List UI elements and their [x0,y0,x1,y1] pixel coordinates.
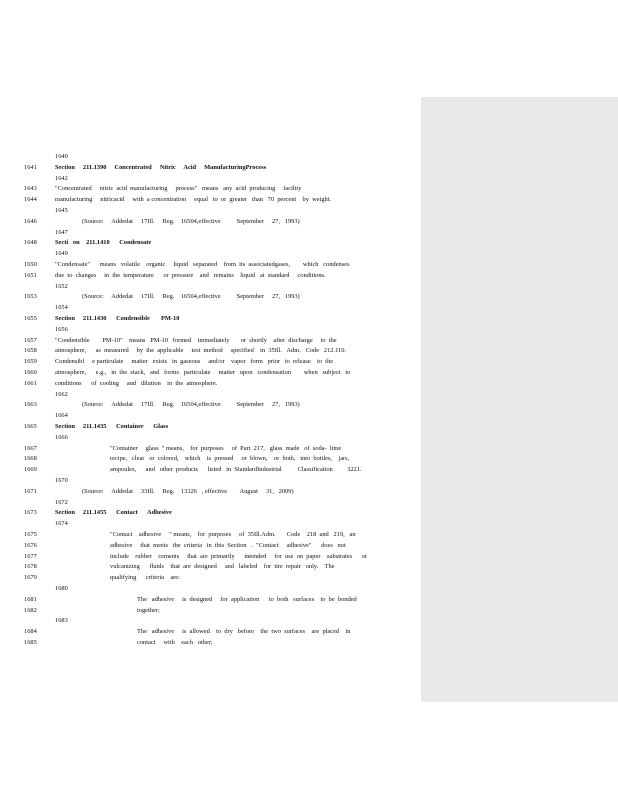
line-text: 1664 [55,412,68,420]
line-text: adhesive that meets the criteria in this Section . "Contact adhesive" does not [110,541,346,549]
document-line [0,314,420,323]
line-text: 1654 [55,304,68,312]
document-line [0,282,420,291]
line-text: contact with each other; [137,639,213,646]
line-number: 1663 [24,401,37,409]
line-text: 1640 [55,153,68,160]
document-line [0,411,420,420]
line-text: 1672 [55,498,68,506]
line-number: 1675 [24,531,37,538]
line-number: 1669 [24,466,37,474]
line-text: 1666 [55,433,68,441]
line-number: 1678 [24,563,37,571]
line-number: 1667 [24,444,37,452]
line-text: atmosphere, e.g., in the stack, and forms particulate matter upon condensation when subject to [55,369,351,376]
line-text: The adhesive is allowed to dry before the two surfaces are placed in [137,628,351,636]
line-number: 1661 [24,379,37,387]
line-number: 1679 [24,574,37,582]
line-text: 1652 [55,282,68,290]
document-line [0,249,420,258]
line-text: (Source: Addedat 17Ill. Reg. 16504,effective September 27, 1993) [82,293,300,301]
document-line [0,638,420,647]
document-line [0,444,420,453]
document-line [0,519,420,528]
line-text: manufacturing nitricacid with a concentration equal to or greater than 70 percent by weight. [55,196,332,204]
document-line [0,454,420,463]
line-number: 1676 [24,541,37,549]
line-text: conditions of cooling and dilution in the atmosphere. [55,379,218,387]
line-number: 1657 [24,336,37,344]
line-number: 1641 [24,163,37,171]
document-line [0,606,420,615]
line-text: 1662 [55,390,68,398]
document-line [0,303,420,312]
document-line [0,163,420,172]
line-text: "Contact adhesive " means, for purposes of 35Ill.Adm. Code 218 and 219, an [110,531,356,538]
document-line [0,195,420,204]
line-text: Secti on 211.1410 Condensate [55,239,152,247]
line-text: 1680 [55,585,68,592]
line-number: 1650 [24,261,37,268]
document-line [0,584,420,593]
document-line [0,616,420,625]
line-text: 1670 [55,477,68,484]
line-number: 1660 [24,369,37,376]
document-line [0,541,420,550]
document-line [0,487,420,496]
line-number: 1684 [24,628,37,636]
document-line [0,336,420,345]
line-text: Section 211.1430 Condensible PM-10 [55,315,180,322]
line-text: 1642 [55,174,68,182]
line-number: 1655 [24,315,37,322]
document-line [0,271,420,280]
document-line [0,217,420,226]
document-line [0,400,420,409]
line-text: Section 211.1390 Concentrated Nitric Acid ManufacturingProcess [55,163,267,171]
document-line [0,595,420,604]
document-line [0,184,420,193]
line-text: atmosphere, as measured by the applicable test method specified in 35Ill. Adm. Code 212.110. [55,347,347,355]
line-number: 1685 [24,639,37,646]
document-line [0,346,420,355]
line-text: 1674 [55,520,68,528]
line-number: 1651 [24,271,37,279]
line-number: 1658 [24,347,37,355]
document-line [0,465,420,474]
line-text: Condensibl e particulate matter exists in gaseous and/or vapor form prior to release to the [55,358,334,366]
line-text: "Condensate" means volatile organic liquid separated from its associatedgases, which condenses [55,261,350,268]
document-line [0,422,420,431]
line-number: 1646 [24,217,37,225]
document-line [0,508,420,517]
document-line [0,573,420,582]
document-line [0,238,420,247]
line-text: "Container glass " means, for purposes of Part 217, glass made of soda- lime [110,444,342,452]
line-number: 1643 [24,185,37,193]
document-line [0,390,420,399]
line-text: ampoules, and other products listed in StandardIndustrial Classification 3221. [110,466,362,474]
line-text: recipe, clear or colored, which is pressed or blown, or both, into bottles, jars, [110,455,350,463]
line-number: 1668 [24,455,37,463]
line-text: vulcanizing fluids that are designed and labeled for tire repair only. The [110,563,335,571]
line-number: 1671 [24,487,37,495]
document-line [0,292,420,301]
line-number: 1665 [24,423,37,430]
document-line [0,433,420,442]
line-number: 1653 [24,293,37,301]
document-line [0,498,420,507]
document-line [0,357,420,366]
document-line [0,379,420,388]
document-line [0,530,420,539]
line-text: 1647 [55,228,68,236]
line-number: 1648 [24,239,37,247]
document-line [0,325,420,334]
line-text: qualifying criteria are: [110,574,180,582]
line-text: The adhesive is designed for application to both surfaces to be bonded [137,595,357,603]
line-text: (Source: Addedat 17Ill. Reg. 16504,effective September 27, 1993) [82,401,300,409]
line-number: 1682 [24,606,37,614]
line-text: "Concentrated nitric acid manufacturing process" means any acid producing facility [55,185,302,193]
document-line [0,627,420,636]
line-number: 1673 [24,509,37,517]
line-text: 1645 [55,207,68,214]
line-text: 1683 [55,617,68,625]
line-text: "Condensible PM-10" means PM-10 formed immediately or shortly after discharge to the [55,336,337,344]
line-text: 1656 [55,325,68,333]
document-line [0,174,420,183]
line-number: 1677 [24,552,37,560]
line-text: Section 211.1435 Container Glass [55,423,169,430]
document-line [0,562,420,571]
document-line [0,476,420,485]
document-line [0,206,420,215]
line-text: Section 211.1455 Contact Adhesive [55,509,172,517]
line-number: 1681 [24,595,37,603]
line-text: 1649 [55,250,68,258]
line-number: 1644 [24,196,37,204]
document-line [0,228,420,237]
document-line [0,552,420,561]
document-line [0,152,420,161]
line-text: (Source: Addedat 33Ill. Reg. 13326 , effective August 31, 2009) [82,487,294,495]
line-number: 1659 [24,358,37,366]
line-text: together; [137,606,160,614]
document-line [0,368,420,377]
line-text: include rubber cements that are primarily intended for use on paper substrates or [110,552,367,560]
comment-pane [421,97,618,702]
line-text: (Source: Addedat 17Ill. Reg. 16504,effective September 27, 1993) [82,217,300,225]
line-text: due to changes in the temperature or pressure and remains liquid at standard conditions. [55,271,326,279]
document-line [0,260,420,269]
